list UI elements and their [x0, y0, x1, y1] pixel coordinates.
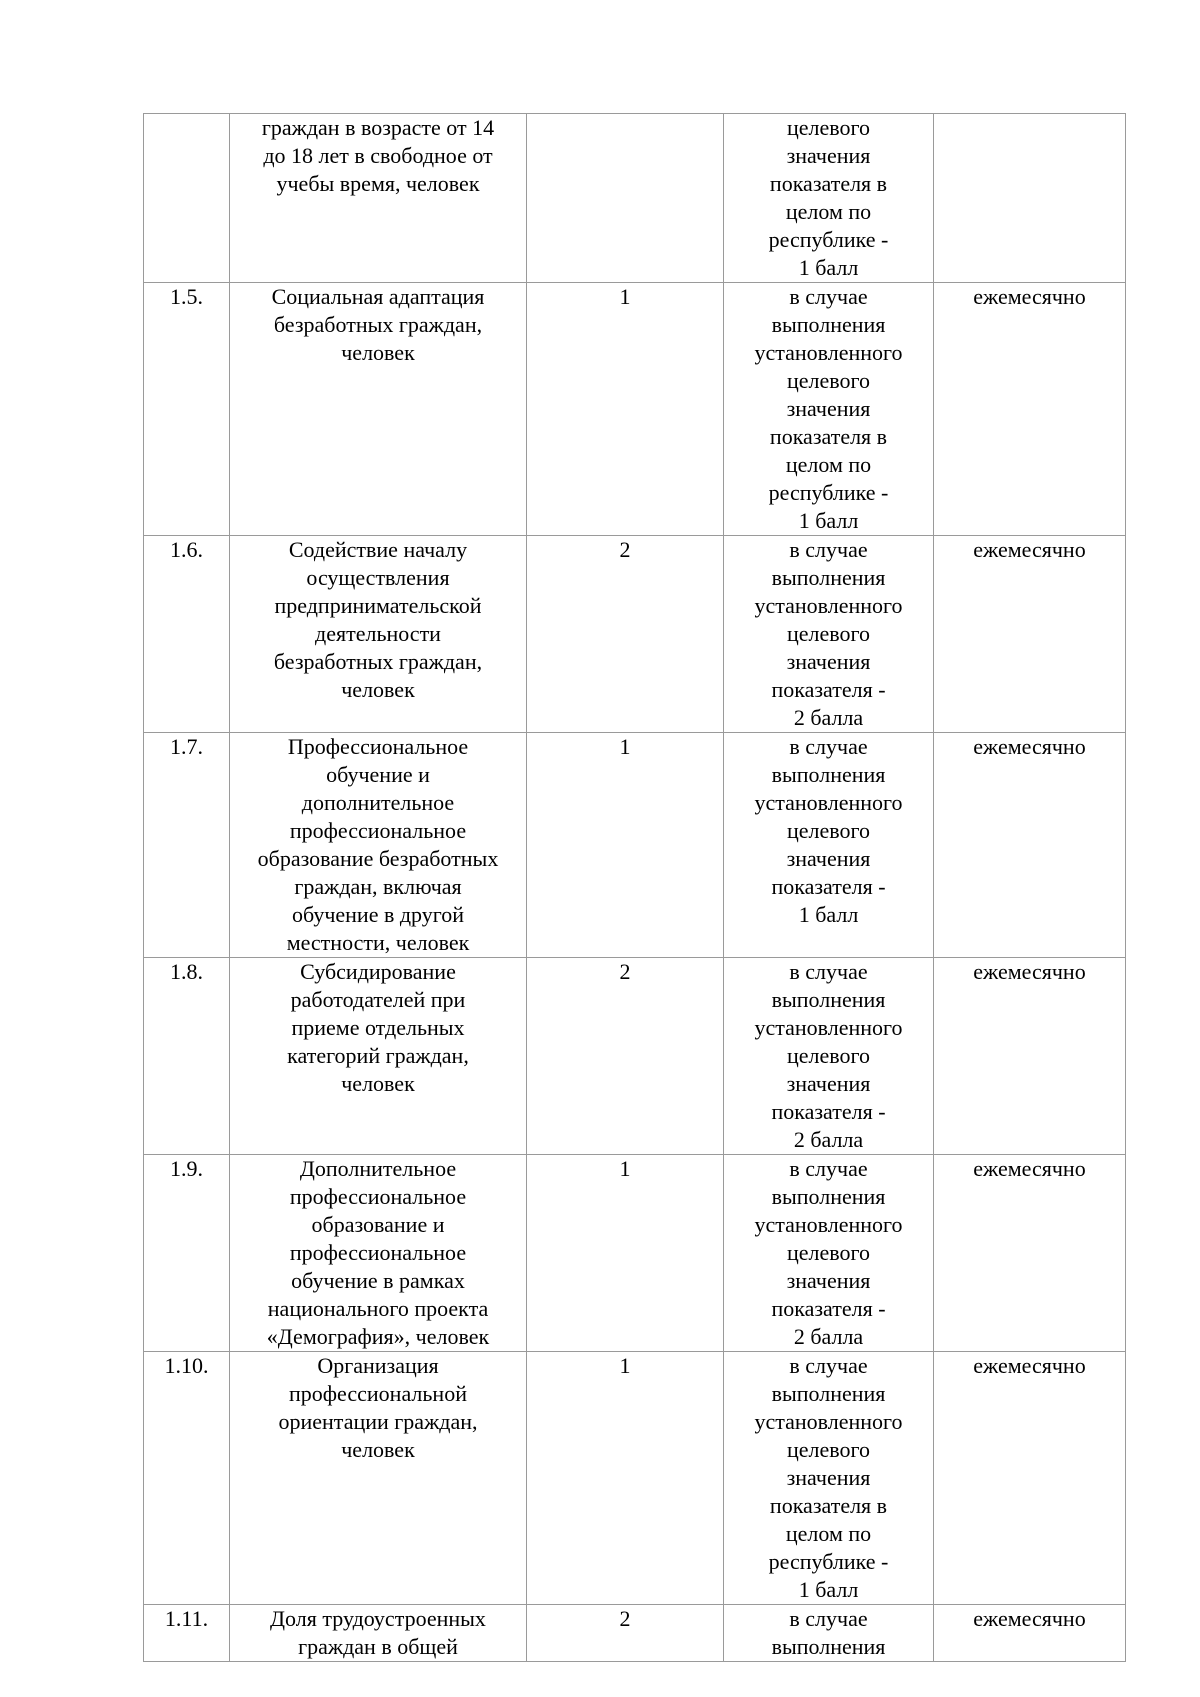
- indicator-name: Содействие началу осуществления предпринимательской деятельности безработных граждан, человек: [230, 536, 527, 733]
- reporting-period: ежемесячно: [934, 958, 1126, 1155]
- reporting-period: ежемесячно: [934, 283, 1126, 536]
- indicator-score: 1: [527, 1352, 724, 1605]
- table-row: [144, 958, 1126, 1155]
- reporting-period: [934, 114, 1126, 283]
- indicator-name: Социальная адаптация безработных граждан, человек: [230, 283, 527, 536]
- table-row: [144, 1155, 1126, 1352]
- indicator-name: Доля трудоустроенных граждан в общей: [230, 1605, 527, 1662]
- score-condition: в случае выполнения установленного целевого значения показателя в целом по республике - 1 балл: [724, 1352, 934, 1605]
- indicator-score: 1: [527, 1155, 724, 1352]
- indicator-score: 2: [527, 958, 724, 1155]
- row-number: 1.6.: [144, 536, 230, 733]
- table-row: [144, 536, 1126, 733]
- row-number: [144, 114, 230, 283]
- indicator-score: 2: [527, 1605, 724, 1662]
- row-number: 1.7.: [144, 733, 230, 958]
- row-number: 1.8.: [144, 958, 230, 1155]
- table-row: [144, 283, 1126, 536]
- score-condition: целевого значения показателя в целом по республике - 1 балл: [724, 114, 934, 283]
- reporting-period: ежемесячно: [934, 733, 1126, 958]
- table-row: [144, 1605, 1126, 1662]
- reporting-period: ежемесячно: [934, 1605, 1126, 1662]
- score-condition: в случае выполнения установленного целевого значения показателя в целом по республике - 1 балл: [724, 283, 934, 536]
- indicator-score: 1: [527, 283, 724, 536]
- indicator-table: [143, 113, 1126, 1662]
- indicator-name: Организация профессиональной ориентации граждан, человек: [230, 1352, 527, 1605]
- row-number: 1.5.: [144, 283, 230, 536]
- indicator-name: Субсидирование работодателей при приеме отдельных категорий граждан, человек: [230, 958, 527, 1155]
- score-condition: в случае выполнения: [724, 1605, 934, 1662]
- reporting-period: ежемесячно: [934, 1352, 1126, 1605]
- indicator-score: 1: [527, 733, 724, 958]
- indicator-name: Дополнительное профессиональное образование и профессиональное обучение в рамках национального проекта «Демография», человек: [230, 1155, 527, 1352]
- score-condition: в случае выполнения установленного целевого значения показателя - 2 балла: [724, 1155, 934, 1352]
- reporting-period: ежемесячно: [934, 1155, 1126, 1352]
- indicator-score: 2: [527, 536, 724, 733]
- score-condition: в случае выполнения установленного целевого значения показателя - 2 балла: [724, 536, 934, 733]
- indicator-score: [527, 114, 724, 283]
- row-number: 1.11.: [144, 1605, 230, 1662]
- table-row: [144, 733, 1126, 958]
- row-number: 1.10.: [144, 1352, 230, 1605]
- score-condition: в случае выполнения установленного целевого значения показателя - 1 балл: [724, 733, 934, 958]
- score-condition: в случае выполнения установленного целевого значения показателя - 2 балла: [724, 958, 934, 1155]
- row-number: 1.9.: [144, 1155, 230, 1352]
- table-row: [144, 114, 1126, 283]
- table-row: [144, 1352, 1126, 1605]
- indicator-name: граждан в возрасте от 14 до 18 лет в свободное от учебы время, человек: [230, 114, 527, 283]
- reporting-period: ежемесячно: [934, 536, 1126, 733]
- indicator-name: Профессиональное обучение и дополнительное профессиональное образование безработных граждан, включая обучение в другой местности, человек: [230, 733, 527, 958]
